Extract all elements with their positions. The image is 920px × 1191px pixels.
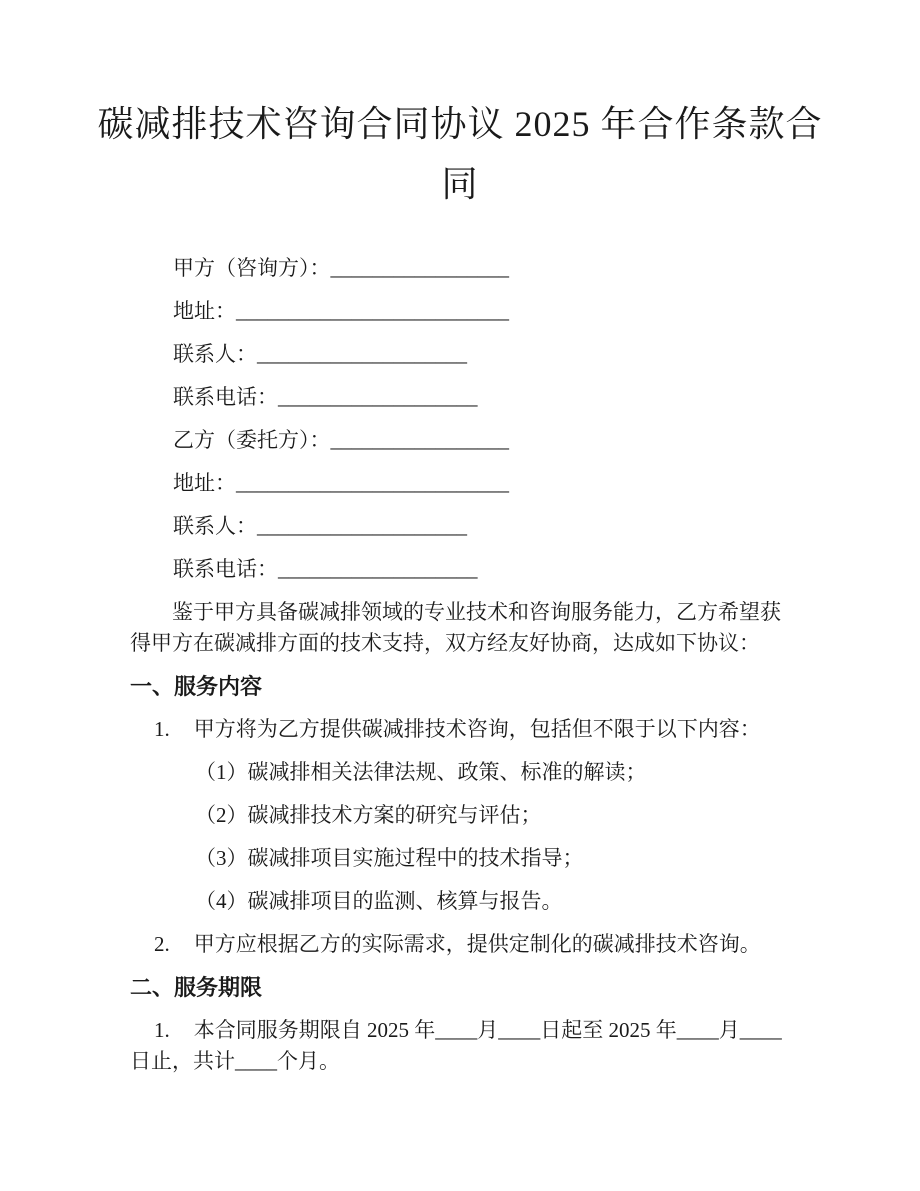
item-text: 甲方将为乙方提供碳减排技术咨询，包括但不限于以下内容： <box>193 717 761 741</box>
party-a-name-line <box>130 253 790 284</box>
section-1-subitem-1: （1）碳减排相关法律法规、政策、标准的解读； <box>195 760 647 784</box>
section-2-item-1 <box>130 1015 790 1077</box>
party-b-contact-label: 联系人： <box>173 514 257 538</box>
section-1-heading: 一、服务内容 <box>130 674 263 699</box>
party-a-name-blank: _________________ <box>330 256 509 280</box>
item-number: 1. <box>154 1018 170 1042</box>
section-1-item-1 <box>130 714 790 745</box>
section-1-subitem-2: （2）碳减排技术方案的研究与评估； <box>195 803 542 827</box>
party-a-phone-label: 联系电话： <box>173 385 278 409</box>
item-text: 本合同服务期限自 2025 年____月____日起至 2025 年____月____日止，共计____个月。 <box>130 1018 782 1073</box>
item-number: 1. <box>154 717 170 741</box>
section-2-heading: 二、服务期限 <box>130 975 263 1000</box>
party-a-address-blank: __________________________ <box>236 299 509 323</box>
party-b-contact-line <box>130 511 790 542</box>
section-1-item-2 <box>130 929 790 960</box>
party-a-name-label: 甲方（咨询方）： <box>173 256 331 280</box>
party-b-address-label: 地址： <box>173 471 236 495</box>
item-text: 甲方应根据乙方的实际需求，提供定制化的碳减排技术咨询。 <box>193 932 761 956</box>
section-1-subitem-3: （3）碳减排项目实施过程中的技术指导； <box>195 846 584 870</box>
party-a-contact-line <box>130 339 790 370</box>
party-b-contact-blank: ____________________ <box>257 514 467 538</box>
party-b-address-blank: __________________________ <box>236 471 509 495</box>
intro-paragraph: 鉴于甲方具备碳减排领域的专业技术和咨询服务能力，乙方希望获得甲方在碳减排方面的技术支持，双方经友好协商，达成如下协议： <box>130 600 781 655</box>
party-b-phone-blank: ___________________ <box>278 557 478 581</box>
party-a-phone-blank: ___________________ <box>278 385 478 409</box>
party-b-name-line <box>130 425 790 456</box>
party-b-name-blank: _________________ <box>330 428 509 452</box>
party-a-phone-line <box>130 382 790 413</box>
party-b-info-block <box>130 425 790 585</box>
item-number: 2. <box>154 932 170 956</box>
party-a-info-block <box>130 253 790 413</box>
party-a-address-label: 地址： <box>173 299 236 323</box>
party-a-address-line <box>130 296 790 327</box>
party-b-phone-label: 联系电话： <box>173 557 278 581</box>
document-title: 碳减排技术咨询合同协议 2025 年合作条款合同 <box>97 104 823 204</box>
party-a-contact-blank: ____________________ <box>257 342 467 366</box>
party-b-phone-line <box>130 554 790 585</box>
party-b-name-label: 乙方（委托方）： <box>173 428 331 452</box>
party-b-address-line <box>130 468 790 499</box>
party-a-contact-label: 联系人： <box>173 342 257 366</box>
section-1-subitem-4: （4）碳减排项目的监测、核算与报告。 <box>195 889 563 913</box>
